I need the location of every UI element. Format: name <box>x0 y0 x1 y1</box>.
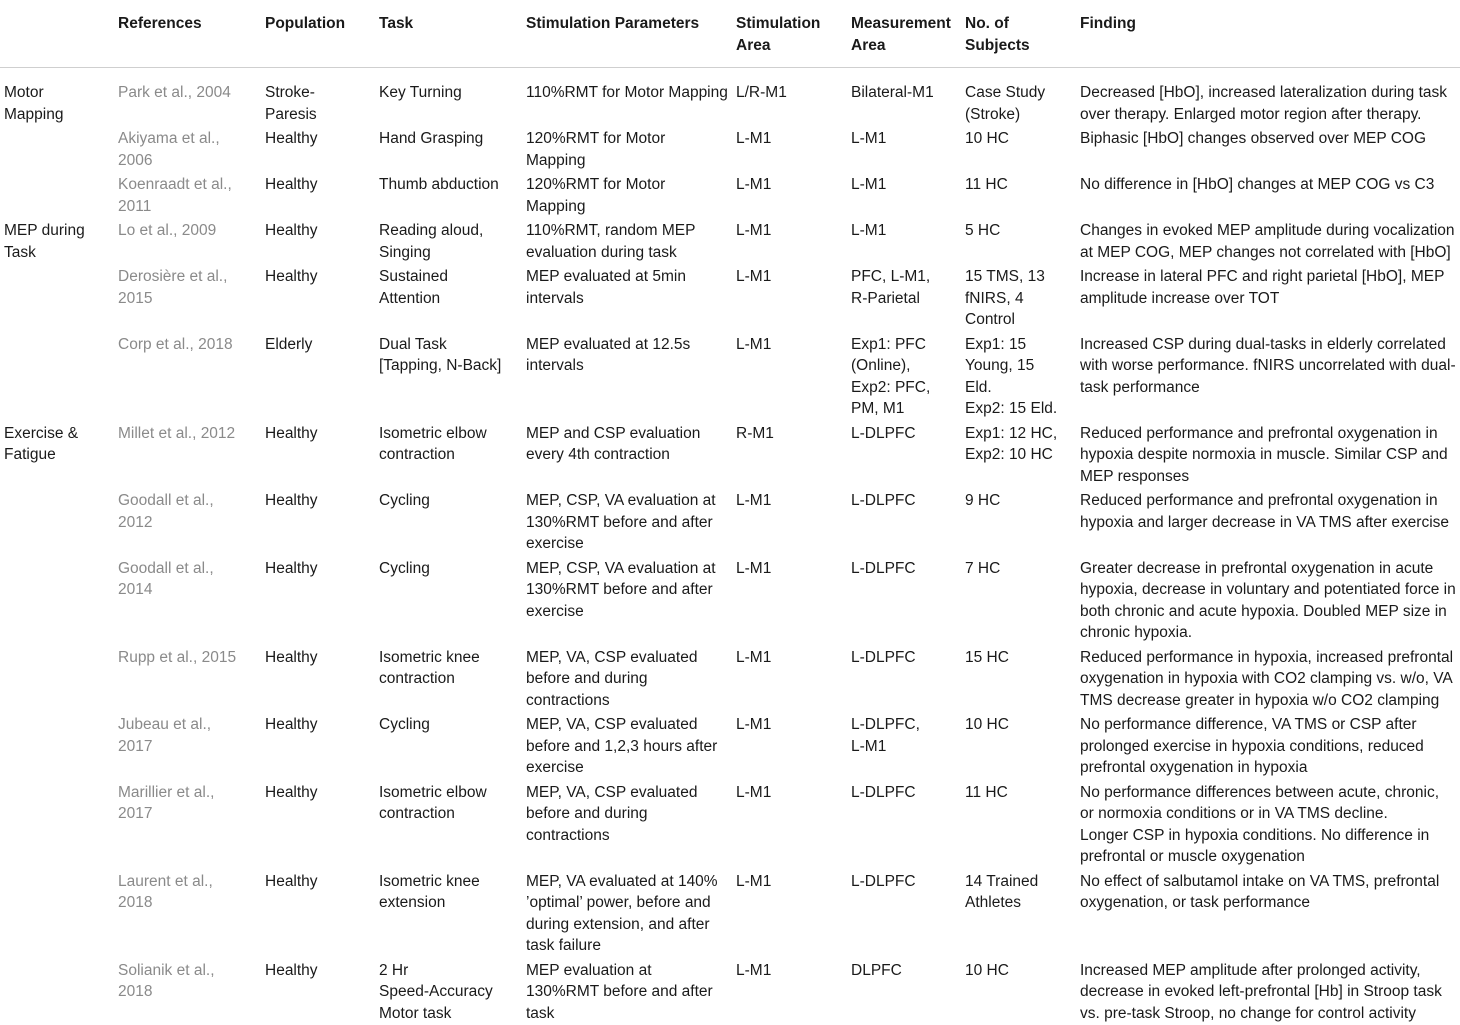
reference-cell: Goodall et al., 2014 <box>114 556 261 645</box>
stimulation-parameters-cell: 120%RMT for Motor Mapping <box>522 172 732 218</box>
reference-cell: Derosière et al., 2015 <box>114 264 261 332</box>
measurement-area-cell: DLPFC <box>847 958 961 1025</box>
header-category <box>0 4 114 68</box>
category-cell: Exercise & Fatigue <box>0 421 114 489</box>
finding-cell: Increased CSP during dual-tasks in elderly correlated with worse performance. fNIRS uncorrelated with dual-task performance <box>1076 332 1460 421</box>
header-stimulation-parameters: Stimulation Parameters <box>522 4 732 68</box>
table-row <box>0 712 1460 780</box>
stimulation-area-cell: L-M1 <box>732 556 847 645</box>
subjects-cell: 10 HC <box>961 712 1076 780</box>
population-cell: Healthy <box>261 126 375 172</box>
table-row <box>0 68 1460 127</box>
stimulation-area-cell: L-M1 <box>732 958 847 1025</box>
subjects-cell: 9 HC <box>961 488 1076 556</box>
task-cell: Key Turning <box>375 68 522 127</box>
category-cell <box>0 264 114 332</box>
reference-cell: Lo et al., 2009 <box>114 218 261 264</box>
measurement-area-cell: L-DLPFC <box>847 421 961 489</box>
reference-cell: Millet et al., 2012 <box>114 421 261 489</box>
task-cell: Isometric knee extension <box>375 869 522 958</box>
category-cell <box>0 126 114 172</box>
population-cell: Healthy <box>261 421 375 489</box>
subjects-cell: 10 HC <box>961 958 1076 1025</box>
measurement-area-cell: L-DLPFC <box>847 556 961 645</box>
task-cell: Cycling <box>375 556 522 645</box>
stimulation-area-cell: L-M1 <box>732 780 847 869</box>
subjects-cell: 15 HC <box>961 645 1076 713</box>
category-cell <box>0 645 114 713</box>
task-cell: Reading aloud, Singing <box>375 218 522 264</box>
table-row <box>0 126 1460 172</box>
reference-cell: Corp et al., 2018 <box>114 332 261 421</box>
population-cell: Healthy <box>261 264 375 332</box>
reference-cell: Akiyama et al., 2006 <box>114 126 261 172</box>
measurement-area-cell: L-M1 <box>847 126 961 172</box>
reference-cell: Park et al., 2004 <box>114 68 261 127</box>
stimulation-area-cell: L-M1 <box>732 869 847 958</box>
stimulation-parameters-cell: MEP evaluated at 5min intervals <box>522 264 732 332</box>
population-cell: Healthy <box>261 556 375 645</box>
population-cell: Healthy <box>261 869 375 958</box>
stimulation-parameters-cell: MEP, VA, CSP evaluated before and during contractions <box>522 645 732 713</box>
category-cell <box>0 172 114 218</box>
header-task: Task <box>375 4 522 68</box>
stimulation-area-cell: L-M1 <box>732 264 847 332</box>
header-measurement-area: Measurement Area <box>847 4 961 68</box>
reference-cell: Koenraadt et al., 2011 <box>114 172 261 218</box>
table-row <box>0 488 1460 556</box>
subjects-cell: 10 HC <box>961 126 1076 172</box>
stimulation-area-cell: L/R-M1 <box>732 68 847 127</box>
stimulation-parameters-cell: MEP, VA, CSP evaluated before and during contractions <box>522 780 732 869</box>
finding-cell: No performance differences between acute, chronic, or normoxia conditions or in VA TMS decline. Longer CSP in hypoxia conditions. No difference in prefrontal or muscle oxygenation <box>1076 780 1460 869</box>
finding-cell: Increased MEP amplitude after prolonged activity, decrease in evoked left-prefrontal [Hb] in Stroop task vs. pre-task Stroop, no change for control activity <box>1076 958 1460 1025</box>
table-row <box>0 780 1460 869</box>
stimulation-parameters-cell: MEP evaluation at 130%RMT before and after task <box>522 958 732 1025</box>
stimulation-area-cell: L-M1 <box>732 218 847 264</box>
measurement-area-cell: L-DLPFC <box>847 869 961 958</box>
table-row <box>0 332 1460 421</box>
stimulation-parameters-cell: MEP, CSP, VA evaluation at 130%RMT before and after exercise <box>522 488 732 556</box>
measurement-area-cell: L-DLPFC, L-M1 <box>847 712 961 780</box>
category-cell <box>0 332 114 421</box>
measurement-area-cell: Exp1: PFC (Online), Exp2: PFC, PM, M1 <box>847 332 961 421</box>
stimulation-parameters-cell: 110%RMT for Motor Mapping <box>522 68 732 127</box>
population-cell: Elderly <box>261 332 375 421</box>
population-cell: Healthy <box>261 780 375 869</box>
population-cell: Stroke- Paresis <box>261 68 375 127</box>
category-cell <box>0 556 114 645</box>
finding-cell: Changes in evoked MEP amplitude during vocalization at MEP COG, MEP changes not correlated with [HbO] <box>1076 218 1460 264</box>
table-body <box>0 68 1460 1025</box>
subjects-cell: 11 HC <box>961 780 1076 869</box>
stimulation-parameters-cell: MEP, VA evaluated at 140% ’optimal’ power, before and during extension, and after task failure <box>522 869 732 958</box>
reference-cell: Jubeau et al., 2017 <box>114 712 261 780</box>
reference-cell: Laurent et al., 2018 <box>114 869 261 958</box>
table-row <box>0 958 1460 1025</box>
task-cell: Cycling <box>375 488 522 556</box>
category-cell <box>0 958 114 1025</box>
population-cell: Healthy <box>261 218 375 264</box>
subjects-cell: Exp1: 12 HC, Exp2: 10 HC <box>961 421 1076 489</box>
header-population: Population <box>261 4 375 68</box>
table-row <box>0 556 1460 645</box>
reference-cell: Goodall et al., 2012 <box>114 488 261 556</box>
finding-cell: Reduced performance in hypoxia, increased prefrontal oxygenation in hypoxia with CO2 clamping vs. w/o, VA TMS decrease greater in hypoxia w/o CO2 clamping <box>1076 645 1460 713</box>
measurement-area-cell: L-M1 <box>847 172 961 218</box>
stimulation-area-cell: L-M1 <box>732 645 847 713</box>
population-cell: Healthy <box>261 958 375 1025</box>
category-cell: Motor Mapping <box>0 68 114 127</box>
stimulation-area-cell: L-M1 <box>732 332 847 421</box>
category-cell <box>0 488 114 556</box>
stimulation-area-cell: L-M1 <box>732 712 847 780</box>
task-cell: Cycling <box>375 712 522 780</box>
stimulation-area-cell: L-M1 <box>732 172 847 218</box>
measurement-area-cell: L-DLPFC <box>847 488 961 556</box>
stimulation-area-cell: L-M1 <box>732 126 847 172</box>
header-row <box>0 4 1460 68</box>
stimulation-area-cell: R-M1 <box>732 421 847 489</box>
reference-cell: Marillier et al., 2017 <box>114 780 261 869</box>
category-cell <box>0 780 114 869</box>
subjects-cell: 14 Trained Athletes <box>961 869 1076 958</box>
task-cell: Isometric knee contraction <box>375 645 522 713</box>
studies-table <box>0 4 1460 1025</box>
finding-cell: Greater decrease in prefrontal oxygenation in acute hypoxia, decrease in voluntary and potentiated force in both chronic and acute hypoxia. Doubled MEP size in chronic hypoxia. <box>1076 556 1460 645</box>
stimulation-area-cell: L-M1 <box>732 488 847 556</box>
table-row <box>0 172 1460 218</box>
task-cell: 2 Hr Speed-Accuracy Motor task <box>375 958 522 1025</box>
finding-cell: Reduced performance and prefrontal oxygenation in hypoxia and larger decrease in VA TMS after exercise <box>1076 488 1460 556</box>
reference-cell: Rupp et al., 2015 <box>114 645 261 713</box>
subjects-cell: 7 HC <box>961 556 1076 645</box>
population-cell: Healthy <box>261 488 375 556</box>
task-cell: Thumb abduction <box>375 172 522 218</box>
measurement-area-cell: L-DLPFC <box>847 780 961 869</box>
stimulation-parameters-cell: MEP, VA, CSP evaluated before and 1,2,3 hours after exercise <box>522 712 732 780</box>
stimulation-parameters-cell: MEP, CSP, VA evaluation at 130%RMT before and after exercise <box>522 556 732 645</box>
finding-cell: No difference in [HbO] changes at MEP COG vs C3 <box>1076 172 1460 218</box>
task-cell: Isometric elbow contraction <box>375 780 522 869</box>
table-row <box>0 645 1460 713</box>
subjects-cell: 5 HC <box>961 218 1076 264</box>
header-finding: Finding <box>1076 4 1460 68</box>
subjects-cell: 15 TMS, 13 fNIRS, 4 Control <box>961 264 1076 332</box>
task-cell: Hand Grasping <box>375 126 522 172</box>
category-cell: MEP during Task <box>0 218 114 264</box>
header-stimulation-area: Stimulation Area <box>732 4 847 68</box>
stimulation-parameters-cell: MEP and CSP evaluation every 4th contraction <box>522 421 732 489</box>
table-row <box>0 421 1460 489</box>
task-cell: Dual Task [Tapping, N-Back] <box>375 332 522 421</box>
finding-cell: Increase in lateral PFC and right parietal [HbO], MEP amplitude increase over TOT <box>1076 264 1460 332</box>
table-row <box>0 869 1460 958</box>
finding-cell: No performance difference, VA TMS or CSP after prolonged exercise in hypoxia conditions, reduced prefrontal oxygenation in hypoxia <box>1076 712 1460 780</box>
population-cell: Healthy <box>261 172 375 218</box>
subjects-cell: 11 HC <box>961 172 1076 218</box>
stimulation-parameters-cell: 120%RMT for Motor Mapping <box>522 126 732 172</box>
header-subjects: No. of Subjects <box>961 4 1076 68</box>
population-cell: Healthy <box>261 712 375 780</box>
population-cell: Healthy <box>261 645 375 713</box>
task-cell: Sustained Attention <box>375 264 522 332</box>
table-row <box>0 218 1460 264</box>
finding-cell: No effect of salbutamol intake on VA TMS, prefrontal oxygenation, or task performance <box>1076 869 1460 958</box>
reference-cell: Solianik et al., 2018 <box>114 958 261 1025</box>
measurement-area-cell: L-DLPFC <box>847 645 961 713</box>
finding-cell: Biphasic [HbO] changes observed over MEP COG <box>1076 126 1460 172</box>
header-references: References <box>114 4 261 68</box>
subjects-cell: Case Study (Stroke) <box>961 68 1076 127</box>
category-cell <box>0 869 114 958</box>
category-cell <box>0 712 114 780</box>
finding-cell: Decreased [HbO], increased lateralization during task over therapy. Enlarged motor region after therapy. <box>1076 68 1460 127</box>
measurement-area-cell: L-M1 <box>847 218 961 264</box>
stimulation-parameters-cell: MEP evaluated at 12.5s intervals <box>522 332 732 421</box>
table-row <box>0 264 1460 332</box>
finding-cell: Reduced performance and prefrontal oxygenation in hypoxia despite normoxia in muscle. Similar CSP and MEP responses <box>1076 421 1460 489</box>
stimulation-parameters-cell: 110%RMT, random MEP evaluation during task <box>522 218 732 264</box>
measurement-area-cell: Bilateral-M1 <box>847 68 961 127</box>
measurement-area-cell: PFC, L-M1, R-Parietal <box>847 264 961 332</box>
subjects-cell: Exp1: 15 Young, 15 Eld. Exp2: 15 Eld. <box>961 332 1076 421</box>
task-cell: Isometric elbow contraction <box>375 421 522 489</box>
